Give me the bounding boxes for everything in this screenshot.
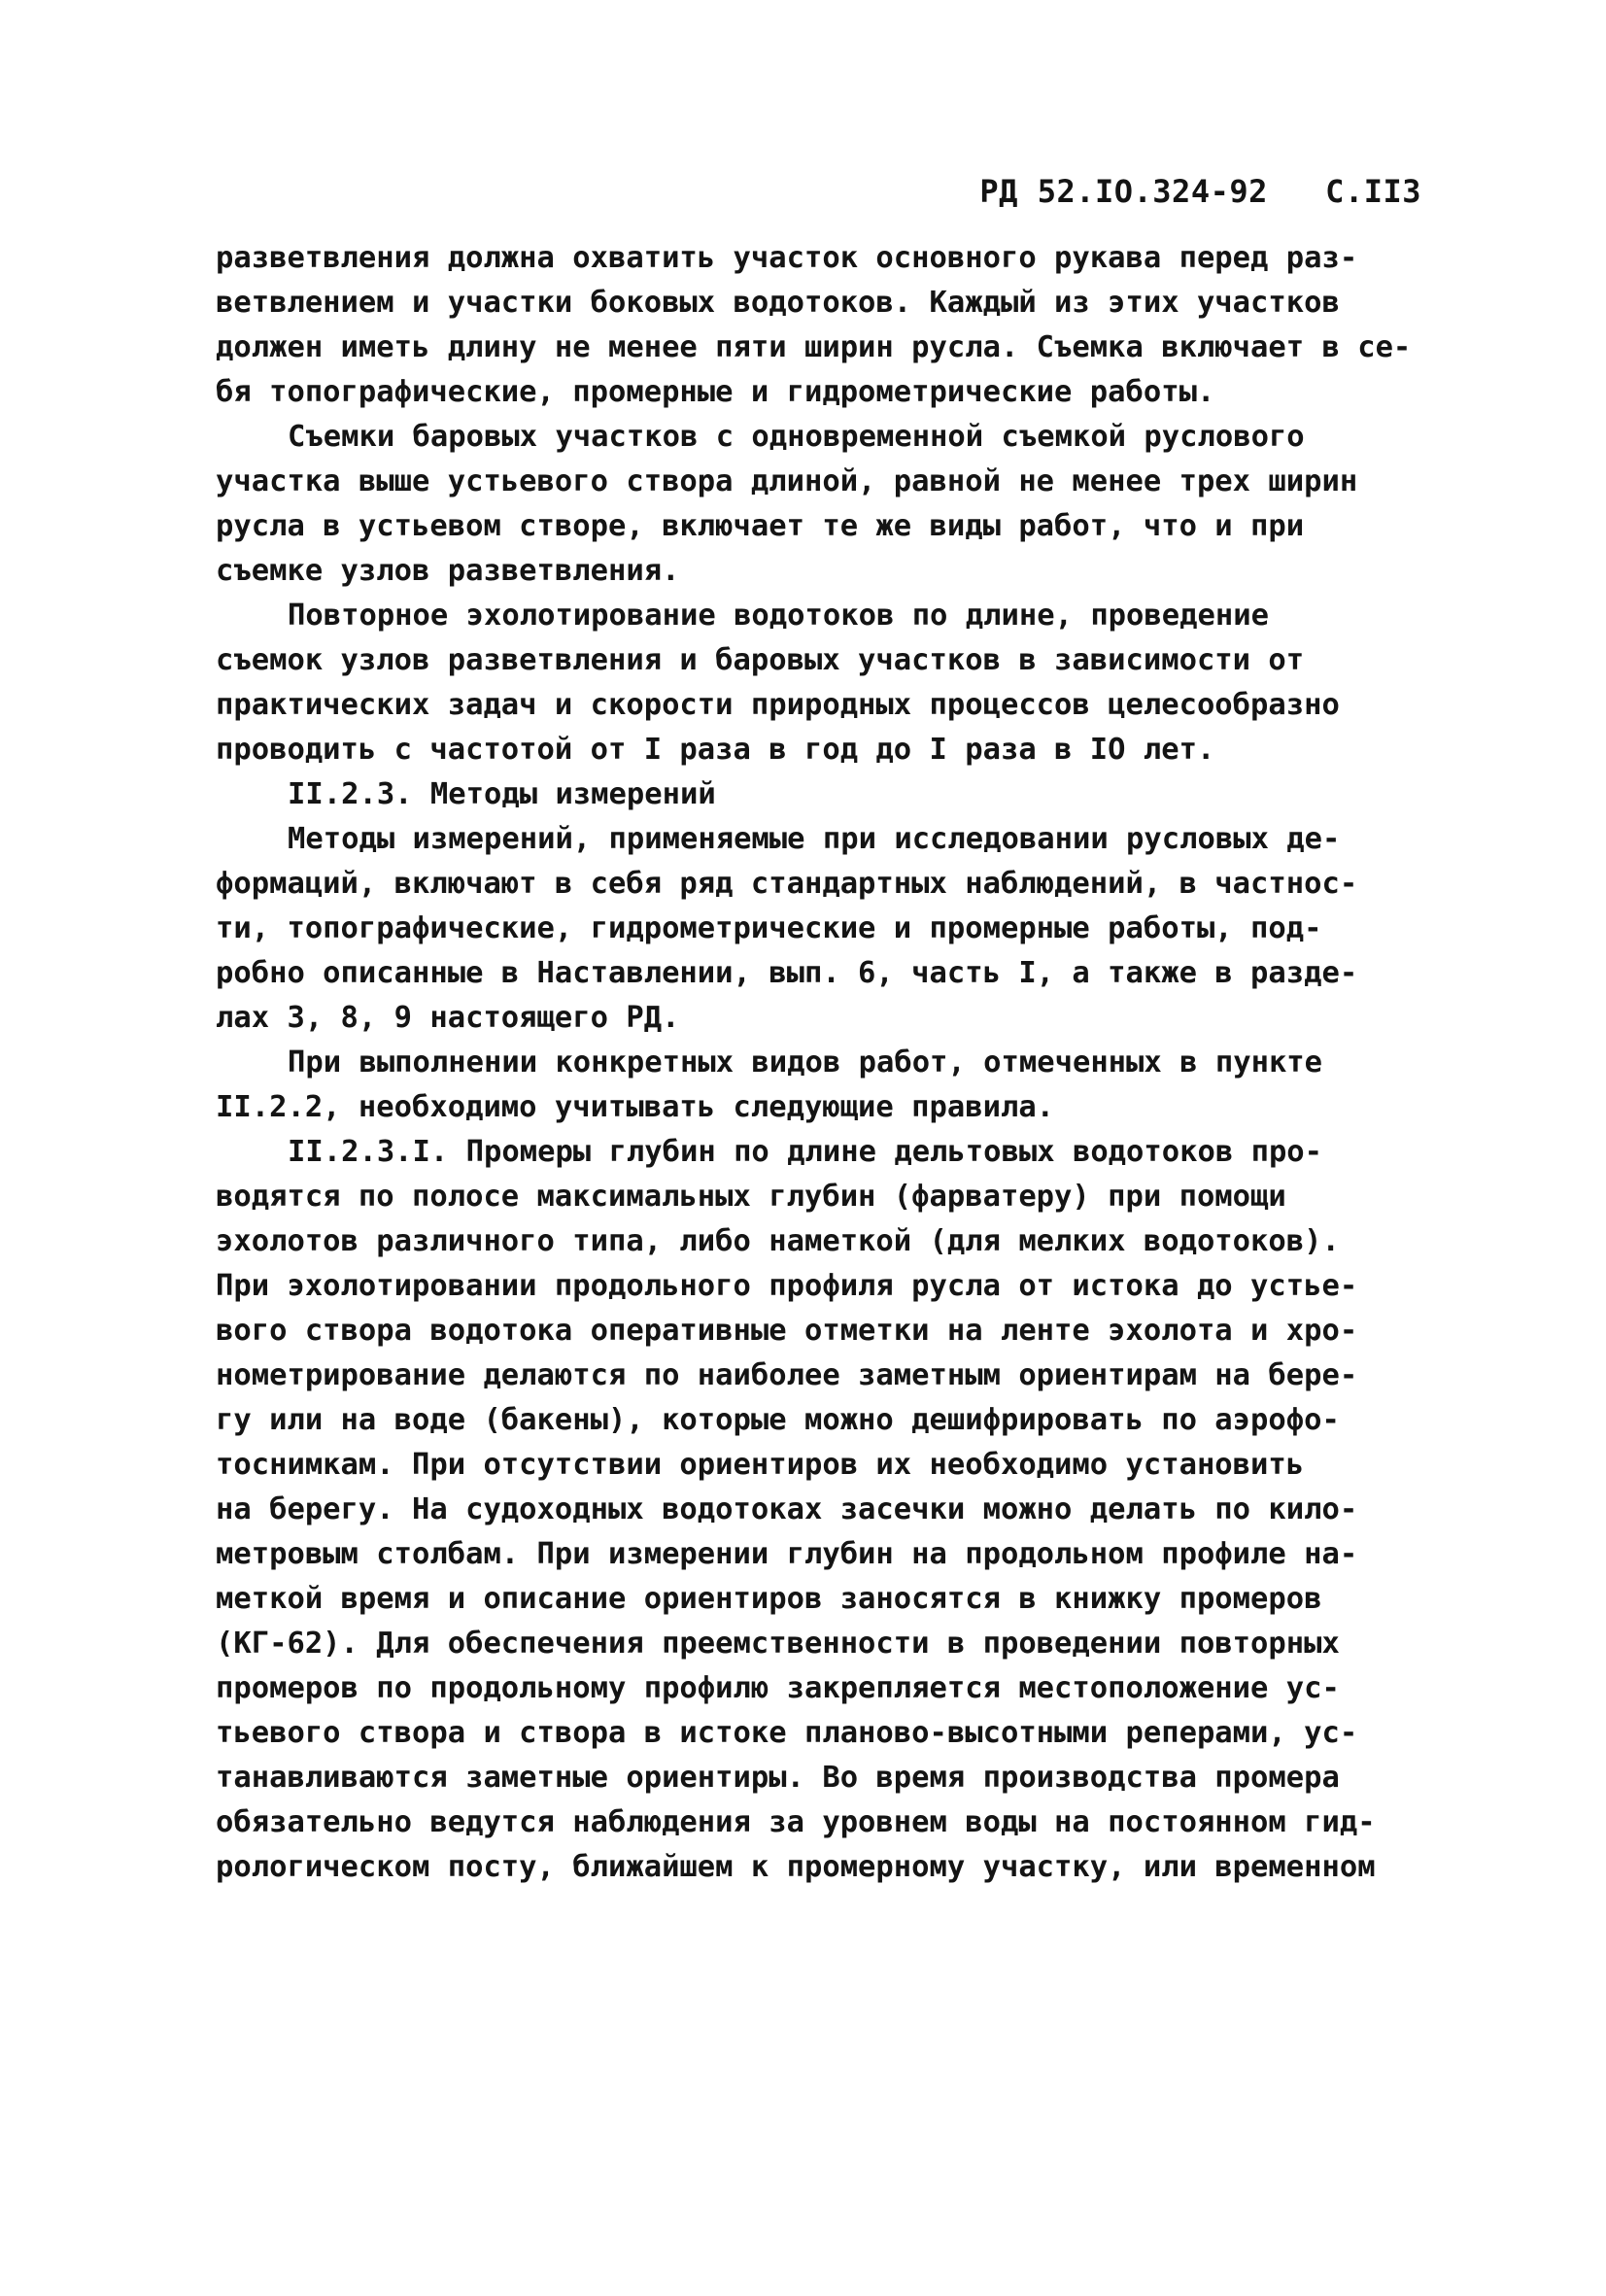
- text-line: на берегу. На судоходных водотоках засечки можно делать по кило-: [216, 1492, 1358, 1526]
- document-code: РД 52.IO.324-92: [979, 173, 1268, 210]
- text-line: При выполнении конкретных видов работ, отмеченных в пункте: [288, 1045, 1323, 1079]
- text-line: тьевого створа и створа в истоке планово-высотными реперами, ус-: [216, 1716, 1358, 1750]
- text-line: ти, топографические, гидрометрические и промерные работы, под-: [216, 911, 1322, 945]
- text-line: разветвления должна охватить участок основного рукава перед раз-: [216, 241, 1358, 275]
- text-line: бя топографические, промерные и гидрометрические работы.: [216, 375, 1215, 409]
- text-line: лах 3, 8, 9 настоящего РД.: [216, 1001, 680, 1035]
- text-line: Повторное эхолотирование водотоков по длине, проведение: [288, 599, 1269, 633]
- page-header: [979, 173, 1421, 210]
- text-line: съемке узлов разветвления.: [216, 554, 680, 588]
- text-line: промеров по продольному профилю закрепляется местоположение ус-: [216, 1671, 1340, 1705]
- text-line: II.2.3.I. Промеры глубин по длине дельтовых водотоков про-: [288, 1135, 1323, 1169]
- text-line: тоснимкам. При отсутствии ориентиров их необходимо установить: [216, 1448, 1305, 1482]
- page-number: С.II3: [1325, 173, 1421, 210]
- body-text: [216, 236, 1469, 1890]
- text-line: танавливаются заметные ориентиры. Во время производства промера: [216, 1761, 1340, 1795]
- text-line: ветвлением и участки боковых водотоков. Каждый из этих участков: [216, 286, 1340, 320]
- text-line: Съемки баровых участков с одновременной съемкой руслового: [288, 420, 1305, 454]
- text-line: формаций, включают в себя ряд стандартных наблюдений, в частнос-: [216, 867, 1358, 901]
- text-line: обязательно ведутся наблюдения за уровнем воды на постоянном гид-: [216, 1805, 1376, 1839]
- text-line: русла в устьевом створе, включает те же виды работ, что и при: [216, 509, 1305, 543]
- text-line: водятся по полосе максимальных глубин (фарватеру) при помощи: [216, 1180, 1286, 1214]
- text-line: гу или на воде (бакены), которые можно дешифрировать по аэрофо-: [216, 1403, 1340, 1437]
- text-line: вого створа водотока оперативные отметки на ленте эхолота и хро-: [216, 1314, 1358, 1348]
- text-line: должен иметь длину не менее пяти ширин русла. Съемка включает в се-: [216, 330, 1412, 364]
- text-line: участка выше устьевого створа длиной, равной не менее трех ширин: [216, 464, 1358, 498]
- text-line: рологическом посту, ближайшем к промерному участку, или временном: [216, 1850, 1376, 1884]
- text-line: метровым столбам. При измерении глубин на продольном профиле на-: [216, 1537, 1358, 1571]
- text-line: Методы измерений, применяемые при исследовании русловых де-: [288, 822, 1341, 856]
- text-line: нометрирование делаются по наиболее заметным ориентирам на бере-: [216, 1358, 1358, 1392]
- text-line: (КГ-62). Для обеспечения преемственности в проведении повторных: [216, 1627, 1340, 1661]
- text-line: При эхолотировании продольного профиля русла от истока до устье-: [216, 1269, 1358, 1303]
- text-line: II.2.2, необходимо учитывать следующие правила.: [216, 1090, 1055, 1124]
- text-line: эхолотов различного типа, либо наметкой (для мелких водотоков).: [216, 1224, 1340, 1258]
- text-line: меткой время и описание ориентиров заносятся в книжку промеров: [216, 1582, 1322, 1616]
- text-line: проводить с частотой от I раза в год до I раза в IO лет.: [216, 733, 1215, 767]
- text-line: съемок узлов разветвления и баровых участков в зависимости от: [216, 643, 1305, 677]
- text-line: робно описанные в Наставлении, вып. 6, часть I, а также в разде-: [216, 956, 1358, 990]
- section-heading: II.2.3. Методы измерений: [288, 777, 716, 811]
- text-line: практических задач и скорости природных процессов целесообразно: [216, 688, 1340, 722]
